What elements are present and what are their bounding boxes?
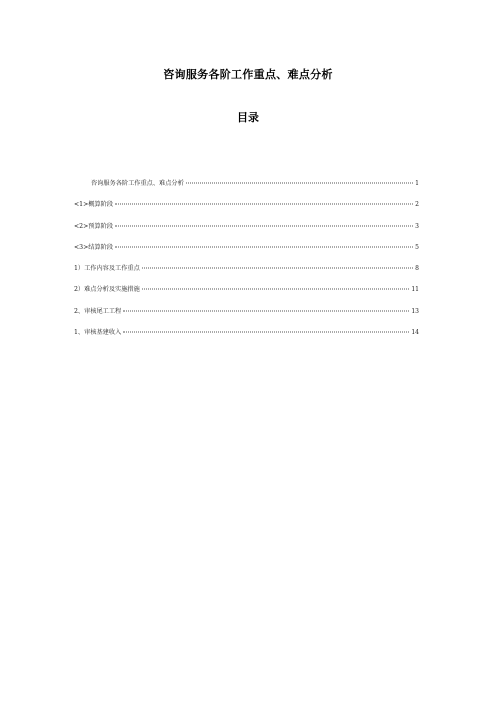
toc-dot-leader: [115, 225, 413, 226]
toc-dot-leader: [115, 246, 413, 247]
toc-entry-label: <2>预算阶段: [74, 222, 114, 230]
toc-entry-page-number: 3: [415, 222, 419, 230]
toc-entry[interactable]: [74, 242, 419, 253]
toc-entry[interactable]: [74, 327, 419, 338]
toc-entry-page-number: 13: [411, 307, 419, 315]
toc-entry[interactable]: [74, 284, 419, 295]
toc-entry-page-number: 1: [415, 180, 419, 187]
toc-entry[interactable]: [74, 306, 419, 317]
toc-dot-leader: [186, 183, 413, 184]
toc-dot-leader: [123, 332, 409, 333]
toc-entry-page-number: 14: [411, 329, 419, 337]
table-of-contents: [74, 178, 419, 348]
toc-entry-label: 咨询服务各阶工作重点、难点分析: [91, 180, 184, 187]
toc-entry-label: 2、审核尾工工程: [74, 307, 122, 315]
toc-entry-label: 2）难点分析及实施措施: [74, 286, 140, 294]
document-title: 咨询服务各阶工作重点、难点分析: [163, 68, 333, 81]
toc-dot-leader: [142, 268, 413, 269]
toc-entry-page-number: 2: [415, 201, 419, 209]
toc-entry[interactable]: [74, 221, 419, 232]
toc-entry-label: 1、审核基建收入: [74, 329, 122, 337]
toc-dot-leader: [123, 310, 409, 311]
toc-entry-label: <3>结算阶段: [74, 243, 114, 251]
toc-entry[interactable]: [74, 263, 419, 274]
toc-entry-page-number: 11: [411, 286, 419, 294]
toc-entry-page-number: 8: [415, 265, 419, 273]
toc-entry-label: <1>概算阶段: [74, 201, 114, 209]
toc-entry-page-number: 5: [415, 243, 419, 251]
toc-dot-leader: [142, 289, 410, 290]
toc-entry-label: 1）工作内容及工作重点: [74, 265, 140, 273]
toc-heading: 目录: [237, 111, 259, 124]
toc-dot-leader: [115, 204, 413, 205]
toc-entry[interactable]: [74, 199, 419, 210]
toc-entry[interactable]: [74, 178, 419, 189]
